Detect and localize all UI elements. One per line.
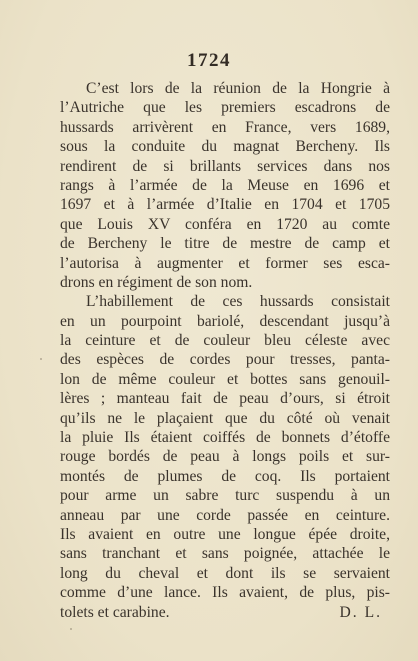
paper-speck — [70, 628, 72, 630]
text-line: la ceinture et de couleur bleu céleste avec — [60, 332, 390, 350]
text-line: en un pourpoint bariolé, descendant jusqu’à — [60, 312, 390, 330]
text-line: long du cheval et dont ils se servaient — [60, 564, 390, 582]
page-number: 1724 — [187, 50, 231, 71]
text-line: pour arme un sabre turc suspendu à un — [60, 487, 390, 505]
author-signature: D. L. — [339, 603, 382, 621]
closing-line — [60, 603, 390, 622]
text-line: la pluie Ils étaient coiffés de bonnets d’étoffe — [60, 429, 390, 447]
body-text — [60, 79, 390, 622]
text-line: Ils avaient en outre une longue épée droite, — [60, 525, 390, 543]
text-line: 1697 et à l’armée d’Italie en 1704 et 1705 — [60, 196, 390, 214]
text-line: lon de même couleur et bottes sans genouil- — [60, 370, 390, 388]
text-line: rangs à l’armée de la Meuse en 1696 et — [60, 176, 390, 194]
text-line: L’habillement de ces hussards consistait — [86, 293, 390, 311]
text-line: rouge bordés de peau à longs poils et sur- — [60, 448, 390, 466]
text-line: lères ; manteau fait de peau d’ours, si étroit — [60, 390, 390, 408]
closing-text: tolets et carabine. — [60, 603, 170, 621]
text-line: montés de plumes de coq. Ils portaient — [60, 467, 390, 485]
text-line: de Bercheny le titre de mestre de camp et — [60, 235, 390, 253]
text-line: anneau par une corde passée en ceinture. — [60, 506, 390, 524]
paper-speck — [40, 358, 42, 360]
text-line: qu’ils ne le plaçaient que du côté où venait — [60, 409, 390, 427]
text-line: que Louis XV conféra en 1720 au comte — [60, 215, 390, 233]
text-line: C’est lors de la réunion de la Hongrie à — [86, 80, 390, 97]
text-line: drons en régiment de son nom. — [60, 273, 253, 291]
text-line: sous la conduite du magnat Bercheny. Ils — [60, 138, 390, 156]
text-line: hussards arrivèrent en France, vers 1689, — [60, 118, 390, 136]
text-line: l’Autriche que les premiers escadrons de — [60, 99, 390, 117]
text-line: comme d’une lance. Ils avaient, de plus, pis- — [60, 584, 390, 602]
text-line: l’autorisa à augmenter et former ses esca- — [60, 254, 390, 272]
text-line: rendirent de si brillants services dans nos — [60, 157, 390, 175]
text-line: sans tranchant et sans poignée, attachée le — [60, 545, 390, 563]
text-line: des espèces de cordes pour tresses, panta- — [60, 351, 390, 369]
